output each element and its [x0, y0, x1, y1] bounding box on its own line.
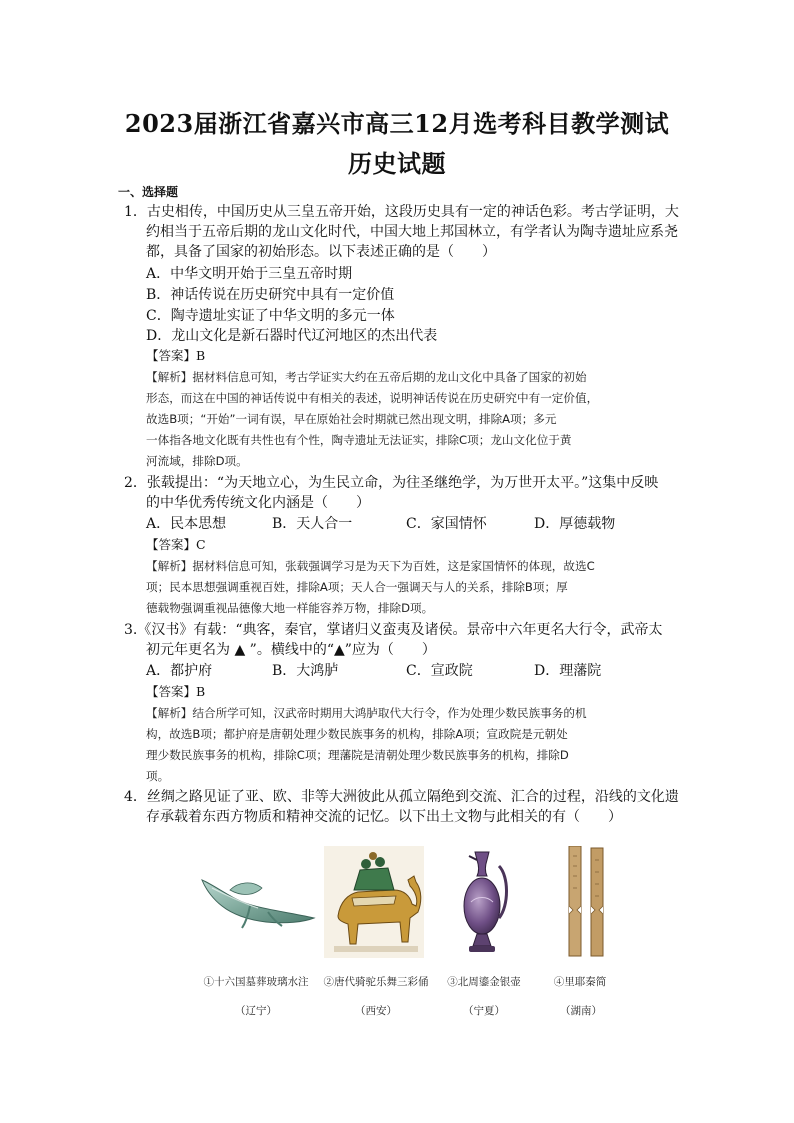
q3-explanation-line: 【解析】结合所学可知，汉武帝时期用大鸿胪取代大行令，作为处理少数民族事务的机: [146, 706, 587, 720]
glass-vessel-image: [196, 860, 320, 932]
figure-caption: ②唐代骑驼乐舞三彩俑: [323, 976, 429, 988]
q3-explanation-line: 项。: [146, 769, 170, 783]
exam-title: 2023届浙江省嘉兴市高三12月选考科目教学测试: [124, 109, 670, 138]
q2-option-a: A．民本思想: [146, 516, 227, 532]
q4-stem-line: 4．丝绸之路见证了亚、欧、非等大洲彼此从孤立隔绝到交流、汇合的过程，沿线的文化遗: [124, 789, 679, 805]
q3-option-b: B．大鸿胪: [272, 663, 339, 679]
q1-stem-line: 约相当于五帝后期的龙山文化时代，中国大地上邦国林立，有学者认为陶寺遗址应系尧: [146, 224, 678, 240]
q2-stem-line: 2．张载提出：“为天地立心，为生民立命，为往圣继绝学，为万世开太平。”这集中反映: [124, 475, 659, 491]
figure-caption: ④里耶秦简: [553, 976, 607, 988]
figure-caption: ③北周鎏金银壶: [447, 976, 521, 988]
q3-option-d: D．理藩院: [534, 663, 602, 679]
q2-explanation-line: 德载物强调重视品德像大地一样能容养万物，排除D项。: [146, 601, 434, 615]
q1-option-a: A．中华文明开始于三皇五帝时期: [146, 266, 353, 282]
q1-explanation-line: 形态，而这在中国的神话传说中有相关的表述，说明神话传说在历史研究中有一定价值，: [146, 391, 599, 405]
q1-option-b: B．神话传说在历史研究中具有一定价值: [146, 287, 395, 303]
bamboo-slips-image: [563, 846, 609, 958]
silver-ewer-image: [455, 846, 511, 958]
q3-option-c: C．宣政院: [406, 663, 473, 679]
camel-figurine-image: [324, 846, 424, 958]
q3-explanation-line: 构，故选B项；都护府是唐朝处理少数民族事务的机构，排除A项；宣政院是元朝处: [146, 727, 568, 741]
figure-place: （西安）: [355, 1005, 397, 1017]
q3-stem-line: 初元年更名为 ▲ ”。横线中的“▲”应为（ ）: [146, 642, 436, 658]
q2-explanation-line: 项；民本思想强调重视百姓，排除A项；天人合一强调天与人的关系，排除B项；厚: [146, 580, 568, 594]
q3-answer: 【答案】B: [146, 684, 206, 699]
q1-option-d: D．龙山文化是新石器时代辽河地区的杰出代表: [146, 328, 438, 344]
q2-option-d: D．厚德载物: [534, 516, 616, 532]
q1-explanation-line: 【解析】据材料信息可知，考古学证实大约在五帝后期的龙山文化中具备了国家的初始: [146, 370, 587, 384]
q2-option-b: B．天人合一: [272, 516, 353, 532]
q1-answer: 【答案】B: [146, 348, 206, 363]
q3-option-a: A．都护府: [146, 663, 213, 679]
q3-explanation-line: 理少数民族事务的机构，排除C项；理藩院是清朝处理少数民族事务的机构，排除D: [146, 748, 569, 762]
figure-place: （辽宁）: [235, 1005, 277, 1017]
exam-subtitle: 历史试题: [348, 149, 446, 178]
q2-answer: 【答案】C: [146, 537, 206, 552]
q1-stem-line: 1．古史相传，中国历史从三皇五帝开始，这段历史具有一定的神话色彩。考古学证明，大: [124, 204, 679, 220]
figure-caption: ①十六国墓葬玻璃水注: [203, 976, 309, 988]
q3-stem-line: 3.《汉书》有载：“典客，秦官，掌诸归义蛮夷及诸侯。景帝中六年更名大行令，武帝太: [124, 622, 663, 638]
q4-stem-line: 存承载着东西方物质和精神交流的记忆。以下出土文物与此相关的有（ ）: [146, 809, 622, 825]
q2-option-c: C．家国情怀: [406, 516, 487, 532]
q1-explanation-line: 一体指各地文化既有共性也有个性，陶寺遗址无法证实，排除C项；龙山文化位于黄: [146, 433, 572, 447]
q1-stem-line: 都，具备了国家的初始形态。以下表述正确的是（ ）: [146, 244, 496, 260]
q1-option-c: C．陶寺遗址实证了中华文明的多元一体: [146, 308, 395, 324]
figure-place: （宁夏）: [463, 1005, 505, 1017]
q2-stem-line: 的中华优秀传统文化内涵是（ ）: [146, 495, 370, 511]
q1-explanation-line: 故选B项；“开始”一词有误，早在原始社会时期就已然出现文明，排除A项；多元: [146, 412, 557, 426]
q2-explanation-line: 【解析】据材料信息可知，张载强调学习是为天下为百姓，这是家国情怀的体现，故选C: [146, 559, 595, 573]
figure-place: （湖南）: [560, 1005, 602, 1017]
section-heading: 一、选择题: [118, 185, 179, 199]
q1-explanation-line: 河流域，排除D项。: [146, 454, 248, 468]
